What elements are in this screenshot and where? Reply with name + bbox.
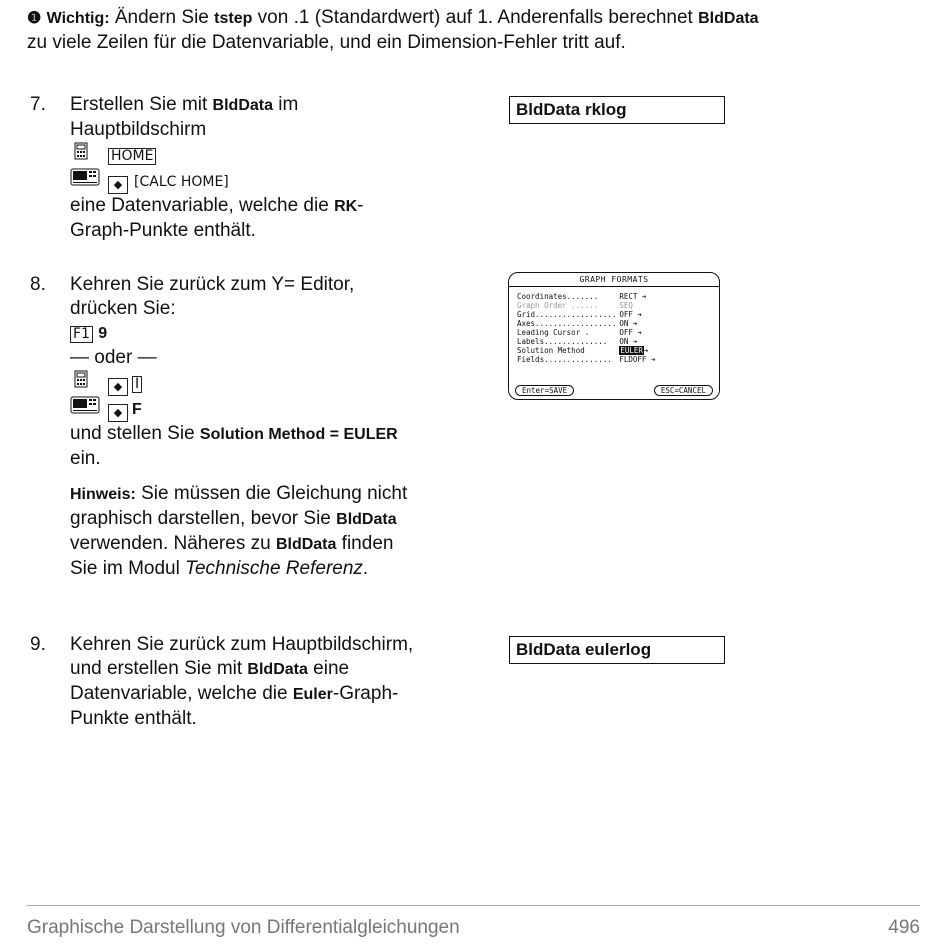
text: ein. [70,448,101,469]
note-text: von .1 (Standardwert) auf 1. Anderenfalls berechnet [252,7,699,28]
text: im [273,94,299,115]
step-7 [70,93,490,243]
text: Datenvariable, welche die [70,683,293,704]
text: - [357,195,364,216]
text: Sie im Modul [70,558,186,579]
important-note [27,6,927,55]
save-button: Enter=SAVE [515,385,574,396]
keyword: BldData [336,511,397,528]
step-number: 7. [30,94,46,115]
text: und erstellen Sie mit [70,658,248,679]
table-row: Graph Order ...... SEQ [517,301,633,310]
footer-rule [27,905,920,906]
calculator-icon [70,142,92,168]
diamond-key: ◆ [108,176,128,194]
note-label: Wichtig: [46,10,110,27]
text: eine [307,658,350,679]
calculator-icon [70,370,92,396]
text: -Graph- [332,683,399,704]
formats-table [517,292,655,364]
text: Sie müssen die Gleichung nicht [135,483,408,504]
table-row: Coordinates....... RECT ➔ [517,292,647,301]
text: drücken Sie: [70,298,176,319]
note-icon: ❶ [27,10,42,27]
footer-title: Graphische Darstellung von Differentialgleichungen [27,917,460,938]
text: Technische Referenz [185,558,363,579]
text: Hauptbildschirm [70,119,207,140]
graph-formats-screen [508,272,720,400]
text: Graph-Punkte enthält. [70,220,256,241]
note-text: zu viele Zeilen für die Datenvariable, und ein Dimension-Fehler tritt auf. [27,32,626,53]
selected-value: EULER [620,346,643,355]
table-row: Labels.............. ON ➔ [517,337,638,346]
step-8 [70,273,490,581]
note-keyword: BldData [698,10,759,27]
cancel-button: ESC=CANCEL [654,385,713,396]
table-row: Leading Cursor . OFF ➔ [517,328,642,337]
text: Kehren Sie zurück zum Hauptbildschirm, [70,634,414,655]
keyboard-calculator-icon [70,168,92,194]
text: finden [336,533,394,554]
note-keyword: tstep [214,10,253,27]
keyword: BldData [212,97,273,114]
calc-home-key: [CALC HOME] [134,174,229,190]
table-row: Grid.................. OFF ➔ [517,310,642,319]
step-number: 8. [30,274,46,295]
f1-key: F1 [70,326,93,343]
i-key: I [132,376,142,393]
step-9 [70,633,500,731]
table-row: Solution Method EULER➔ [517,346,649,355]
table-row: Fields............... FLDOFF ➔ [517,355,656,364]
page-number: 496 [888,917,920,938]
diamond-key: ◆ [108,404,128,422]
text: graphisch darstellen, bevor Sie [70,508,337,529]
step-number: 9. [30,634,46,655]
text: Kehren Sie zurück zum Y= Editor, [70,274,355,295]
text: Erstellen Sie mit [70,94,213,115]
text: — oder — [70,347,157,368]
screen-title: GRAPH FORMATS [509,273,719,287]
keyword: Solution Method = EULER [199,426,398,443]
text: verwenden. Näheres zu [70,533,276,554]
callout-rklog: BldData rklog [509,96,725,124]
keyword: Euler [292,686,333,703]
f-key: F [132,401,142,418]
key-9: 9 [98,325,108,342]
home-key: HOME [108,148,156,165]
keyboard-calculator-icon [70,396,92,422]
table-row: Axes.................. ON ➔ [517,319,638,328]
keyword: BldData [275,536,337,553]
hint-label: Hinweis: [70,486,136,503]
callout-eulerlog: BldData eulerlog [509,636,725,664]
note-text: Ändern Sie [109,7,215,28]
text: eine Datenvariable, welche die [70,195,335,216]
keyword: RK [334,198,358,215]
text: und stellen Sie [70,423,200,444]
text: . [362,558,369,579]
diamond-key: ◆ [108,378,128,396]
text: Punkte enthält. [70,708,197,729]
keyword: BldData [247,661,308,678]
